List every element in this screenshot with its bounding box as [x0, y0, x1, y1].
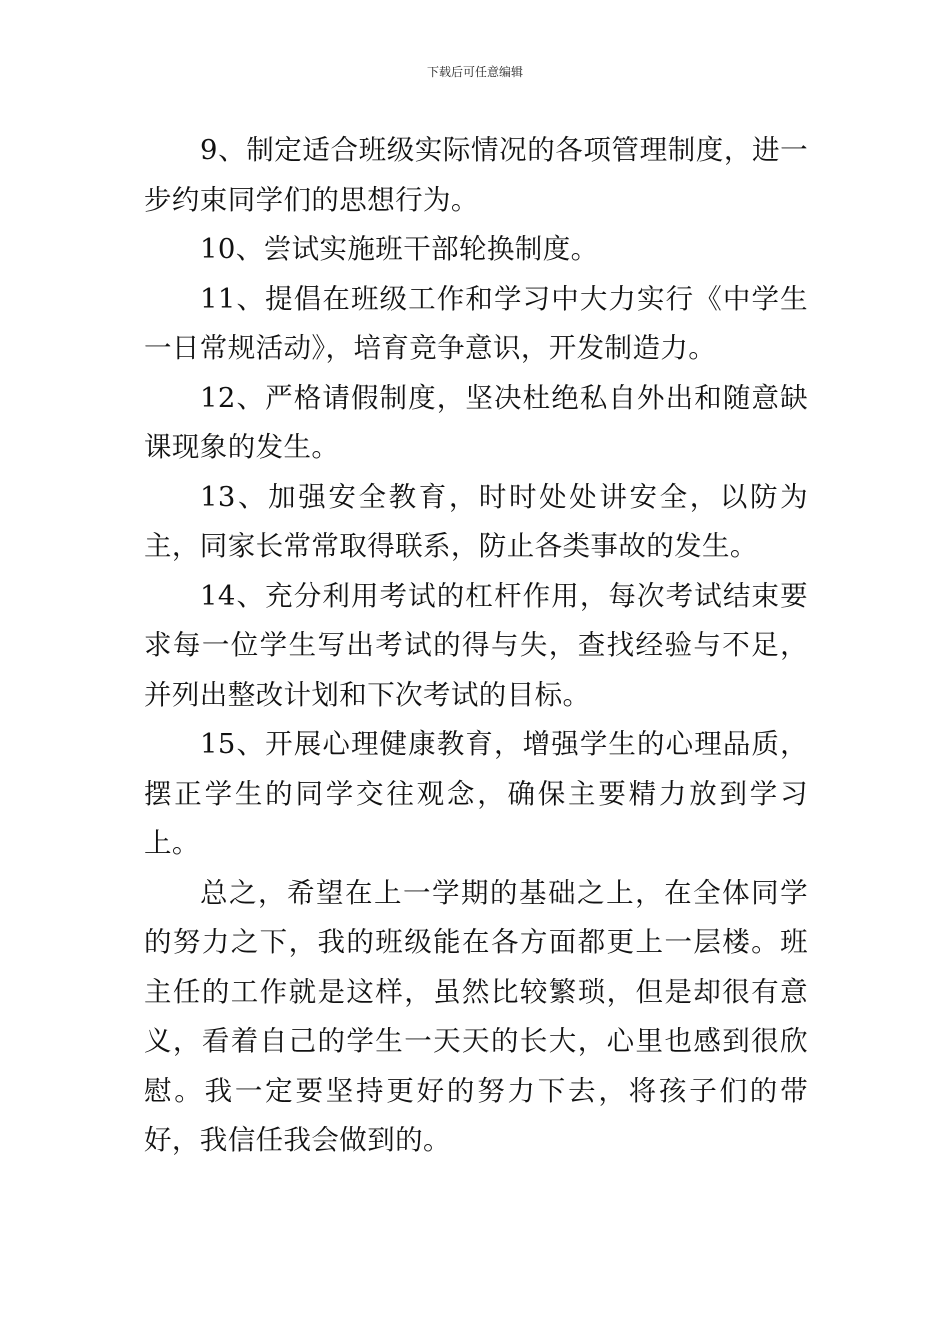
document-body	[144, 126, 808, 1166]
paragraph-item-14: 14、充分利用考试的杠杆作用，每次考试结束要求每一位学生写出考试的得与失，查找经验与不足，并列出整改计划和下次考试的目标。	[144, 579, 808, 711]
paragraph-item-12: 12、严格请假制度，坚决杜绝私自外出和随意缺课现象的发生。	[144, 381, 808, 463]
paragraph-item-10: 10、尝试实施班干部轮换制度。	[200, 233, 599, 265]
paragraph-conclusion: 总之，希望在上一学期的基础之上，在全体同学的努力之下，我的班级能在各方面都更上一层楼。班主任的工作就是这样，虽然比较繁琐，但是却很有意义，看着自己的学生一天天的长大，心里也感到很欣慰。我一定要坚持更好的努力下去，将孩子们的带好，我信任我会做到的。	[144, 876, 808, 1156]
paragraph-item-15: 15、开展心理健康教育，增强学生的心理品质，摆正学生的同学交往观念，确保主要精力放到学习上。	[144, 728, 808, 859]
paragraph-item-11: 11、提倡在班级工作和学习中大力实行《中学生一日常规活动》，培育竞争意识，开发制造力。	[144, 282, 808, 364]
page-header: 下载后可任意编辑	[426, 65, 523, 79]
paragraph-item-13: 13、加强安全教育，时时处处讲安全，以防为主，同家长常常取得联系，防止各类事故的发生。	[144, 480, 808, 562]
paragraph-item-9: 9、制定适合班级实际情况的各项管理制度，进一步约束同学们的思想行为。	[144, 134, 808, 216]
